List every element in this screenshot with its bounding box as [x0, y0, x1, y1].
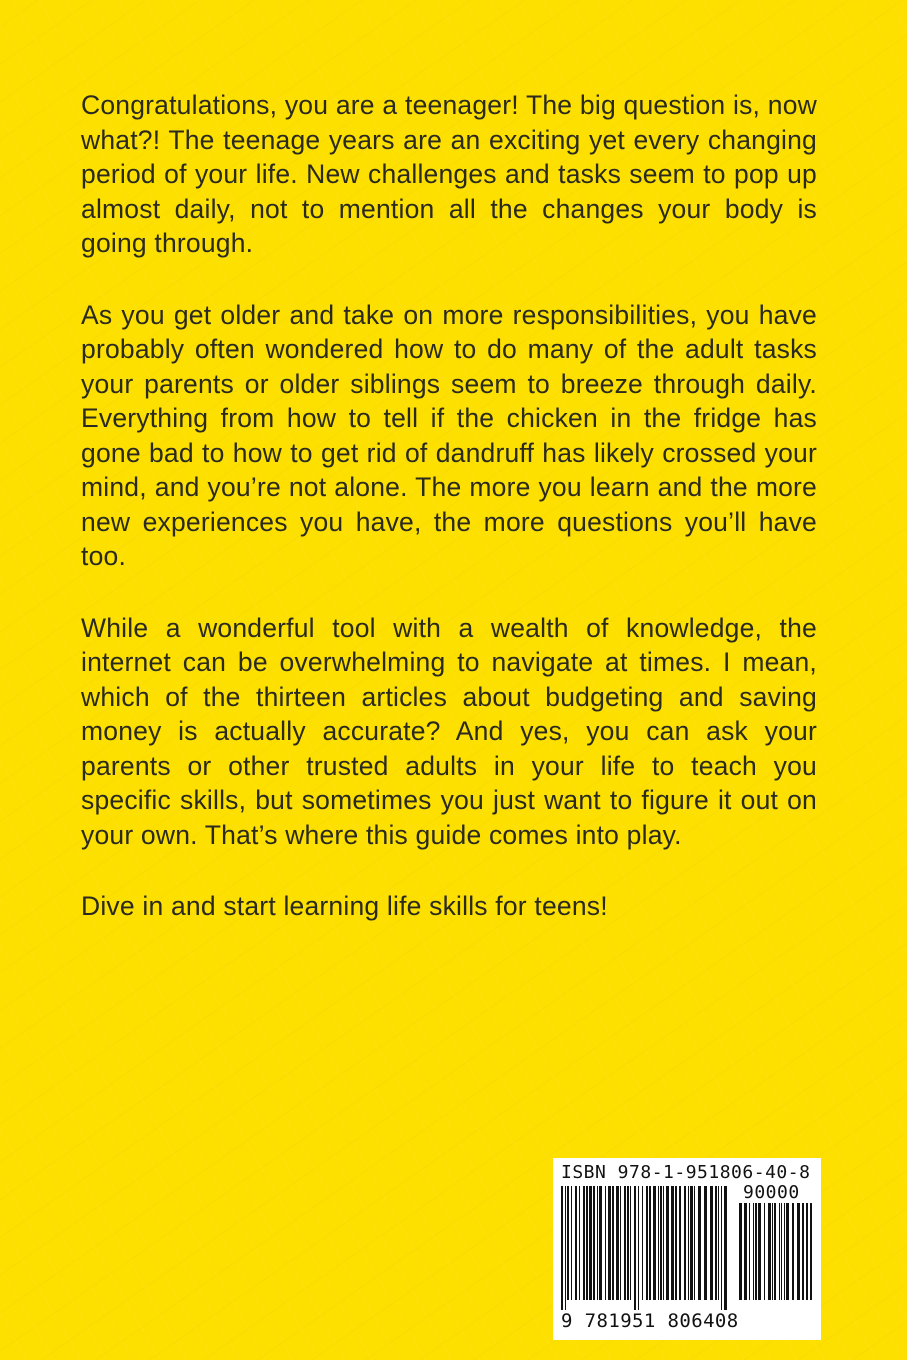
barcode-bar	[624, 1186, 626, 1300]
barcode-bar	[561, 1186, 563, 1310]
barcode-bar	[755, 1203, 757, 1300]
barcode-bar	[575, 1186, 577, 1300]
back-cover-blurb	[81, 88, 817, 961]
barcode-bar	[583, 1186, 585, 1300]
barcode-bar	[688, 1186, 689, 1300]
barcode-bar	[718, 1186, 719, 1300]
barcode-bar	[649, 1186, 651, 1300]
barcode-bar	[634, 1186, 636, 1310]
barcode-bar	[715, 1186, 717, 1300]
barcode-bar	[774, 1203, 776, 1300]
blurb-paragraph-3: While a wonderful tool with a wealth of knowledge, the internet can be overwhelming to navigate at times. I mean, which of the thirteen articles about budgeting and saving money is actually accurate? And yes, you can ask your parents or other trusted adults in your life to teach you specific skills, but sometimes you just want to figure it out on your own. That’s where this guide comes into play.	[81, 612, 817, 850]
barcode-bar	[646, 1186, 648, 1300]
barcode-bar	[642, 1186, 643, 1300]
barcode-bar	[679, 1186, 681, 1300]
barcode-bar	[797, 1203, 800, 1300]
barcode-bar	[739, 1203, 742, 1300]
barcode-bar	[579, 1186, 580, 1300]
barcode-bar	[781, 1203, 782, 1300]
barcode-bar	[694, 1186, 695, 1300]
barcode-bar	[663, 1186, 664, 1300]
barcode-bar	[627, 1186, 629, 1300]
barcode-bar	[764, 1203, 765, 1300]
barcode-bar	[806, 1203, 808, 1300]
ean13-bars	[561, 1186, 731, 1310]
barcode-bar	[666, 1186, 669, 1300]
barcode-bar	[593, 1186, 595, 1300]
barcode-bar	[586, 1186, 588, 1300]
barcode-bar	[810, 1203, 812, 1300]
barcode-bar	[660, 1186, 662, 1300]
barcode-bar	[784, 1203, 785, 1300]
barcode-bar	[792, 1203, 794, 1300]
barcode-bar	[753, 1203, 754, 1300]
barcode-bar	[589, 1186, 592, 1300]
price-supplement-bars	[739, 1203, 813, 1310]
barcode-bar	[772, 1203, 773, 1300]
barcode-bar	[638, 1186, 639, 1310]
barcode-bar	[567, 1186, 569, 1300]
blurb-paragraph-4: Dive in and start learning life skills for teens!	[81, 891, 608, 921]
barcode-bar	[597, 1186, 598, 1300]
barcode-bar	[620, 1186, 621, 1300]
barcode-bar	[684, 1186, 686, 1300]
barcode-bar	[802, 1203, 804, 1300]
isbn-barcode	[553, 1158, 821, 1340]
barcode-bar	[724, 1186, 727, 1310]
barcode-bar	[608, 1186, 611, 1300]
barcode-bar	[671, 1186, 674, 1300]
barcode-bar	[612, 1186, 614, 1300]
barcode-bar	[565, 1186, 566, 1310]
barcode-bar	[605, 1186, 606, 1300]
barcode-bar	[758, 1203, 761, 1300]
barcode-bar	[690, 1186, 693, 1300]
barcode-bar	[599, 1186, 602, 1300]
barcode-bar	[630, 1186, 631, 1300]
barcode-bar	[710, 1186, 713, 1300]
barcode-bar	[786, 1203, 789, 1300]
blurb-paragraph-1: Congratulations, you are a teenager! The big question is, now what?! The teenage years are an exciting yet every changing period of your life. New challenges and tasks seem to pop up almost daily, not to mention all the changes your body is going through.	[81, 90, 817, 258]
barcode-bar	[721, 1186, 722, 1310]
barcode-bar	[675, 1186, 677, 1300]
barcode-bar	[698, 1186, 701, 1300]
barcode-bar	[768, 1203, 771, 1300]
price-supplement-label: 90000	[743, 1182, 800, 1203]
barcode-bar	[658, 1186, 659, 1300]
barcode-bar	[779, 1203, 780, 1300]
blurb-paragraph-2: As you get older and take on more responsibilities, you have probably often wondered how to do many of the adult tasks your parents or older siblings seem to breeze through daily. Everything from how to tell if the chicken in the fridge has gone bad to how to get rid of dandruff has likely crossed your mind, and you’re not alone. The more you learn and the more new experiences you have, the more questions you’ll have too.	[81, 299, 817, 571]
isbn-label: ISBN 978-1-951806-40-8	[561, 1162, 811, 1183]
barcode-bar	[704, 1186, 707, 1300]
barcode-bar	[616, 1186, 619, 1300]
barcode-bar	[653, 1186, 656, 1300]
barcode-bar	[749, 1203, 750, 1300]
barcode-bar	[571, 1186, 572, 1300]
barcode-bar	[744, 1203, 747, 1300]
ean-digits: 9 781951 806408	[561, 1310, 739, 1332]
